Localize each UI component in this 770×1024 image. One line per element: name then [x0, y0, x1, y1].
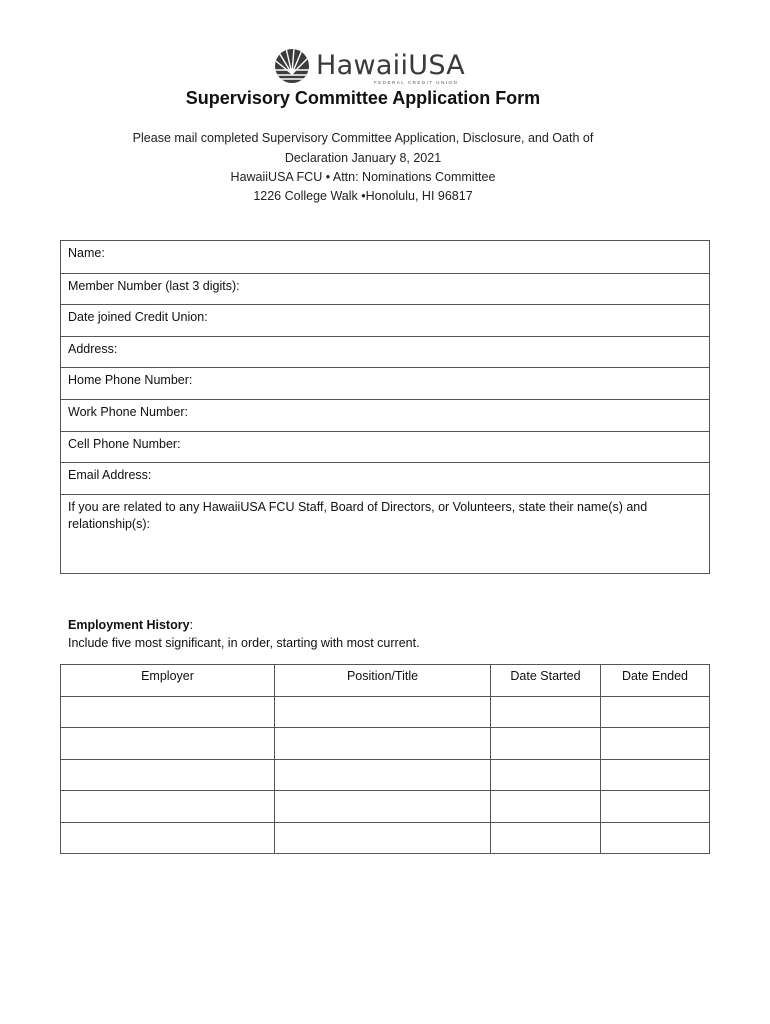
date-ended-cell[interactable] — [601, 759, 710, 791]
date-started-cell[interactable] — [491, 791, 601, 823]
date-ended-cell[interactable] — [601, 728, 710, 760]
table-row — [61, 822, 710, 854]
sunburst-logo-icon — [270, 46, 314, 86]
position-cell[interactable] — [275, 791, 491, 823]
date-started-cell[interactable] — [491, 696, 601, 728]
member-number-field[interactable]: Member Number (last 3 digits): — [61, 273, 709, 305]
position-cell[interactable] — [275, 728, 491, 760]
relationships-field[interactable]: If you are related to any HawaiiUSA FCU Staff, Board of Directors, or Volunteers, state their name(s) and relationship(s): — [61, 494, 709, 573]
table-row — [61, 791, 710, 823]
employer-cell[interactable] — [61, 791, 275, 823]
position-cell[interactable] — [275, 696, 491, 728]
address-field[interactable]: Address: — [61, 336, 709, 368]
date-started-cell[interactable] — [491, 728, 601, 760]
date-ended-cell[interactable] — [601, 696, 710, 728]
form-title: Supervisory Committee Application Form — [185, 88, 541, 108]
employment-heading-colon: : — [189, 618, 194, 632]
date-started-cell[interactable] — [491, 822, 601, 854]
employer-cell[interactable] — [61, 822, 275, 854]
date-ended-cell[interactable] — [601, 791, 710, 823]
logo-tagline: FEDERAL CREDIT UNION — [374, 80, 459, 85]
employment-heading-label: Employment History — [68, 618, 190, 632]
column-header-date-ended: Date Ended — [601, 665, 710, 697]
hawaiiusa-logo — [270, 44, 466, 90]
position-cell[interactable] — [275, 822, 491, 854]
employment-history-table — [60, 664, 710, 854]
name-field[interactable]: Name: — [68, 246, 105, 260]
employer-cell[interactable] — [61, 728, 275, 760]
employer-cell[interactable] — [61, 759, 275, 791]
column-header-date-started: Date Started — [491, 665, 601, 697]
applicant-info-table — [60, 240, 710, 574]
work-phone-field[interactable]: Work Phone Number: — [61, 399, 709, 431]
intro-line: HawaiiUSA FCU • Attn: Nominations Committee — [230, 170, 496, 184]
column-header-employer: Employer — [61, 665, 275, 697]
home-phone-field[interactable]: Home Phone Number: — [61, 367, 709, 399]
employment-instructions: Include five most significant, in order, starting with most current. — [68, 636, 420, 650]
intro-line: Please mail completed Supervisory Committee Application, Disclosure, and Oath of — [132, 131, 594, 145]
email-field[interactable]: Email Address: — [61, 462, 709, 494]
employment-history-heading — [68, 618, 193, 632]
column-header-position: Position/Title — [275, 665, 491, 697]
position-cell[interactable] — [275, 759, 491, 791]
logo-wordmark: HawaiiUSA — [316, 50, 466, 81]
date-started-cell[interactable] — [491, 759, 601, 791]
employer-cell[interactable] — [61, 696, 275, 728]
table-row — [61, 728, 710, 760]
table-row — [61, 759, 710, 791]
intro-line: Declaration January 8, 2021 — [284, 151, 442, 165]
intro-line: 1226 College Walk •Honolulu, HI 96817 — [253, 189, 473, 203]
table-row — [61, 696, 710, 728]
date-ended-cell[interactable] — [601, 822, 710, 854]
date-joined-field[interactable]: Date joined Credit Union: — [61, 304, 709, 336]
cell-phone-field[interactable]: Cell Phone Number: — [61, 431, 709, 463]
